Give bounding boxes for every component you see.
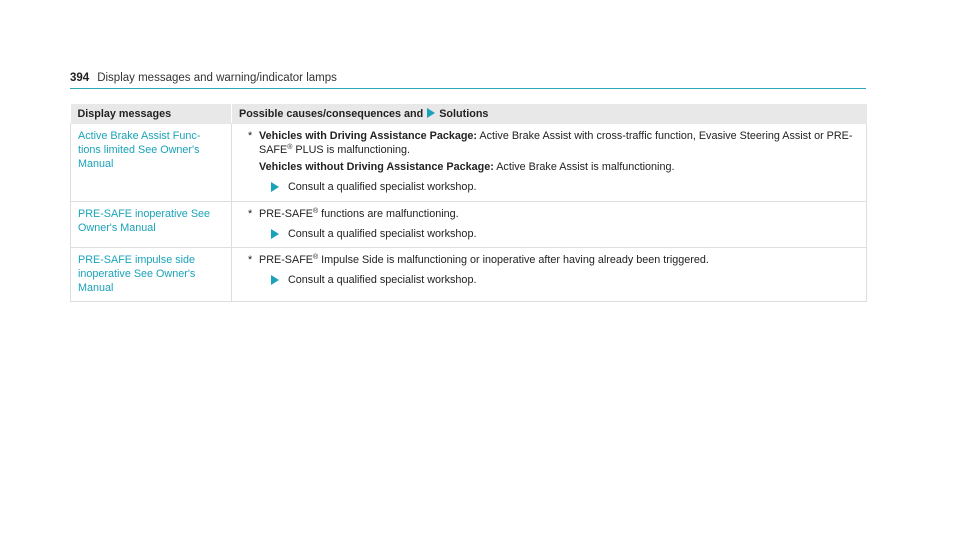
header-causes-label: Possible causes/consequences and <box>239 108 424 120</box>
package-label: Vehicles without Driving Assistance Package: <box>259 161 494 173</box>
solution-text: Consult a qualified specialist workshop. <box>288 228 477 240</box>
display-messages-table <box>70 104 867 302</box>
cause-with-package <box>259 129 856 157</box>
play-arrow-icon <box>427 108 435 118</box>
cause-body <box>259 207 856 224</box>
causes-solutions <box>232 248 867 302</box>
table-row <box>71 124 867 202</box>
header-causes-solutions <box>232 104 867 124</box>
play-arrow-icon <box>271 229 279 239</box>
message-text: PRE-SAFE impulse side inoperative See Owner's Manual <box>78 254 196 294</box>
display-message <box>71 124 232 202</box>
cause-text: PLUS is malfunctioning. <box>292 144 410 156</box>
solution-text: Consult a qualified specialist workshop. <box>288 181 477 193</box>
cause-text: PRE-SAFE <box>259 254 313 266</box>
display-message <box>71 202 232 248</box>
registered-mark: ® <box>313 208 319 215</box>
cause-line <box>248 253 856 270</box>
solution-step <box>259 227 856 241</box>
cause-without-package <box>259 160 856 174</box>
display-message <box>71 248 232 302</box>
page-header <box>70 72 866 84</box>
play-arrow-icon <box>271 182 279 192</box>
causes-solutions <box>232 124 867 202</box>
cause-text: Active Brake Assist with cross-traffic function, Evasive Steering Assist or PRE-SAFE <box>259 130 853 156</box>
message-text: PRE-SAFE inoperative See Owner's Manual <box>78 208 211 234</box>
solution-step <box>259 273 856 287</box>
header-rule <box>70 88 866 89</box>
asterisk: * <box>248 208 253 220</box>
header-display-messages: Display messages <box>71 104 232 124</box>
solution-step <box>259 180 856 194</box>
cause-text: Active Brake Assist is malfunctioning. <box>493 161 675 173</box>
cause-text-line <box>259 207 856 221</box>
cause-body <box>259 129 856 177</box>
causes-solutions <box>232 202 867 248</box>
page-number: 394 <box>70 72 90 84</box>
play-arrow-icon <box>271 275 279 285</box>
table-row <box>71 202 867 248</box>
cause-line <box>248 207 856 224</box>
package-label: Vehicles with Driving Assistance Package: <box>259 130 478 142</box>
cause-text-line <box>259 253 856 267</box>
cause-text: Impulse Side is malfunctioning or inoperative after having already been triggered. <box>318 254 709 266</box>
asterisk: * <box>248 130 253 142</box>
table-header-row <box>71 104 867 124</box>
solution-text: Consult a qualified specialist workshop. <box>288 274 477 286</box>
header-solutions-label: Solutions <box>439 108 489 120</box>
cause-text: PRE-SAFE <box>259 208 313 220</box>
page-heading: Display messages and warning/indicator lamps <box>97 72 337 84</box>
asterisk: * <box>248 254 253 266</box>
registered-mark: ® <box>287 144 293 151</box>
cause-body <box>259 253 856 270</box>
message-text: Active Brake Assist Func- tions limited See Owner's Manual <box>78 130 201 170</box>
cause-text: functions are malfunctioning. <box>318 208 459 220</box>
cause-line <box>248 129 856 177</box>
registered-mark: ® <box>313 254 319 261</box>
table-row <box>71 248 867 302</box>
